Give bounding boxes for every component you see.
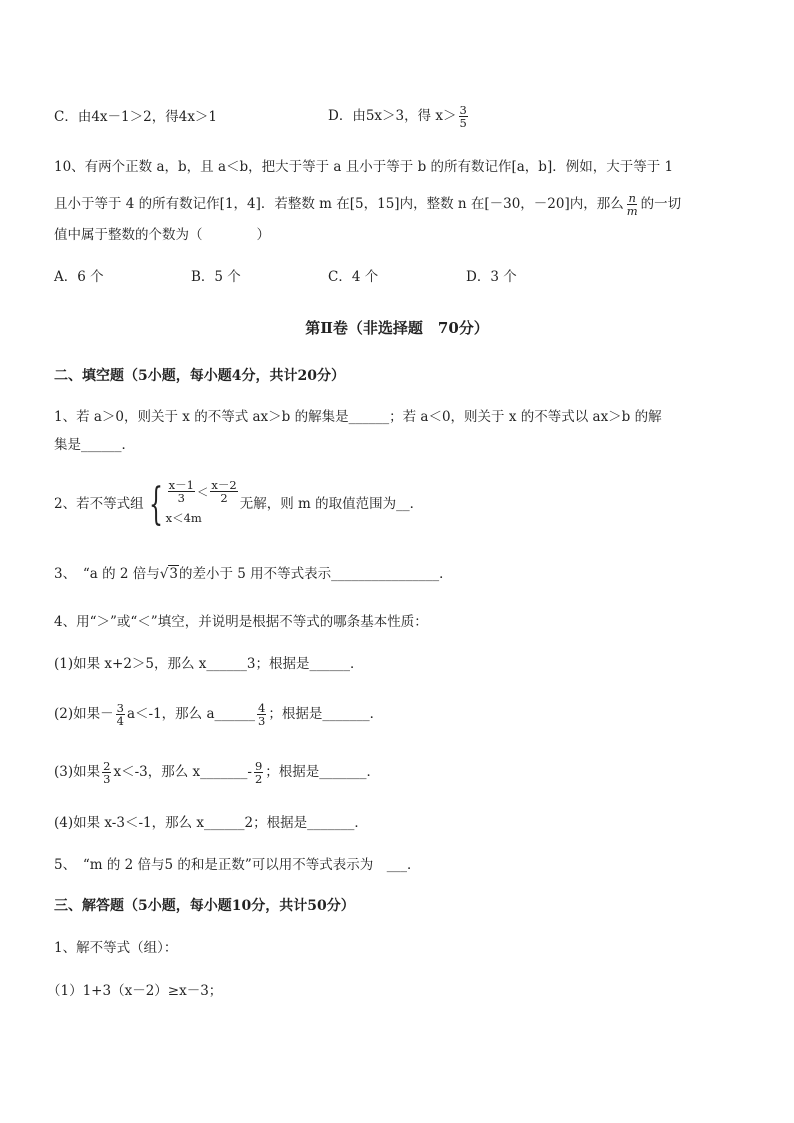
system-row-2: x＜4m bbox=[165, 510, 202, 525]
section2-heading: 二、填空题（5小题，每小题4分，共计20分） bbox=[54, 368, 345, 384]
fill-q4-part4: (4)如果 x-3＜-1，那么 x______2；根据是_______． bbox=[54, 815, 368, 831]
system-row-1: $\frac{x-1}{3}$ ＜ $\frac{x-2}{2}$ bbox=[168, 478, 237, 505]
fill-q5: 5、 “m 的 2 倍与5 的和是正数”可以用不等式表示为 ___． bbox=[54, 857, 421, 873]
q10-option-c: C．4 个 bbox=[328, 269, 379, 285]
q10-line2: 且小于等于 4 的所有数记作[1，4]．若整数 m 在[5，15]内，整数 n 在[－30，－20]内，那么 $\frac{n}{m}$ 的一切 bbox=[54, 191, 682, 218]
fill-q3: 3、 “a 的 2 倍与√3的差小于 5 用不等式表示________________． bbox=[54, 566, 453, 582]
q10-line3: 值中属于整数的个数为（ ） bbox=[54, 227, 270, 243]
option-d-expression: 5x＞3，得 x＞ bbox=[365, 108, 457, 124]
fill-q4-part3: (3)如果 $\frac{2}{3}$ x＜-3，那么 x_______- $\frac{9}{2}$ ；根据是_______． bbox=[54, 759, 381, 786]
solve-q1-title: 1、解不等式（组）： bbox=[54, 940, 178, 956]
fill-q4-part2: (2)如果－ $\frac{3}{4}$ a＜-1，那么 a______ $\frac{4}{3}$ ；根据是_______． bbox=[54, 701, 384, 728]
fill-q4-part1: (1)如果 x+2＞5，那么 x______3；根据是______． bbox=[54, 656, 364, 672]
option-c-expression: 4x－1＞2，得4x＞1 bbox=[91, 109, 218, 125]
inequality-system bbox=[144, 479, 240, 531]
brace-symbol: { bbox=[148, 478, 163, 530]
q10-fraction: $\frac{n}{m}$ bbox=[626, 191, 638, 218]
sqrt-symbol: √3 bbox=[159, 566, 178, 582]
q10-option-a: A．6 个 bbox=[54, 269, 104, 285]
q10-option-d: D．3 个 bbox=[466, 269, 517, 285]
q10-option-b: B．5 个 bbox=[191, 269, 241, 285]
option-d-label: D．由 bbox=[328, 108, 366, 124]
q10-line1: 10、有两个正数 a，b，且 a＜b，把大于等于 a 且小于等于 b 的所有数记作[a，b]．例如，大于等于 1 bbox=[54, 159, 674, 175]
option-d bbox=[328, 104, 470, 129]
part2-title: 第Ⅱ卷（非选择题 70分） bbox=[305, 319, 489, 337]
fill-q1-line1: 1、若 a＞0，则关于 x 的不等式 ax＞b 的解集是______；若 a＜0，则关于 x 的不等式以 ax＞b 的解 bbox=[54, 409, 662, 425]
fill-q2: 2、若不等式组 { $\frac{x-1}{3}$ ＜ $\frac{x-2}{2}$ x＜4m 无解，则 m 的取值范围为__． bbox=[54, 478, 424, 530]
option-c bbox=[54, 108, 217, 126]
solve-q1-sub1: （1）1+3（x－2）≥x－3； bbox=[47, 983, 223, 999]
option-d-fraction: $\frac{3}{5}$ bbox=[459, 103, 467, 130]
fill-q1-line2: 集是______． bbox=[54, 437, 135, 453]
fill-q4-intro: 4、用“＞”或“＜”填空，并说明是根据不等式的哪条基本性质： bbox=[54, 614, 428, 630]
option-c-label: C．由 bbox=[54, 109, 92, 125]
section3-heading: 三、解答题（5小题，每小题10分，共计50分） bbox=[54, 898, 355, 914]
